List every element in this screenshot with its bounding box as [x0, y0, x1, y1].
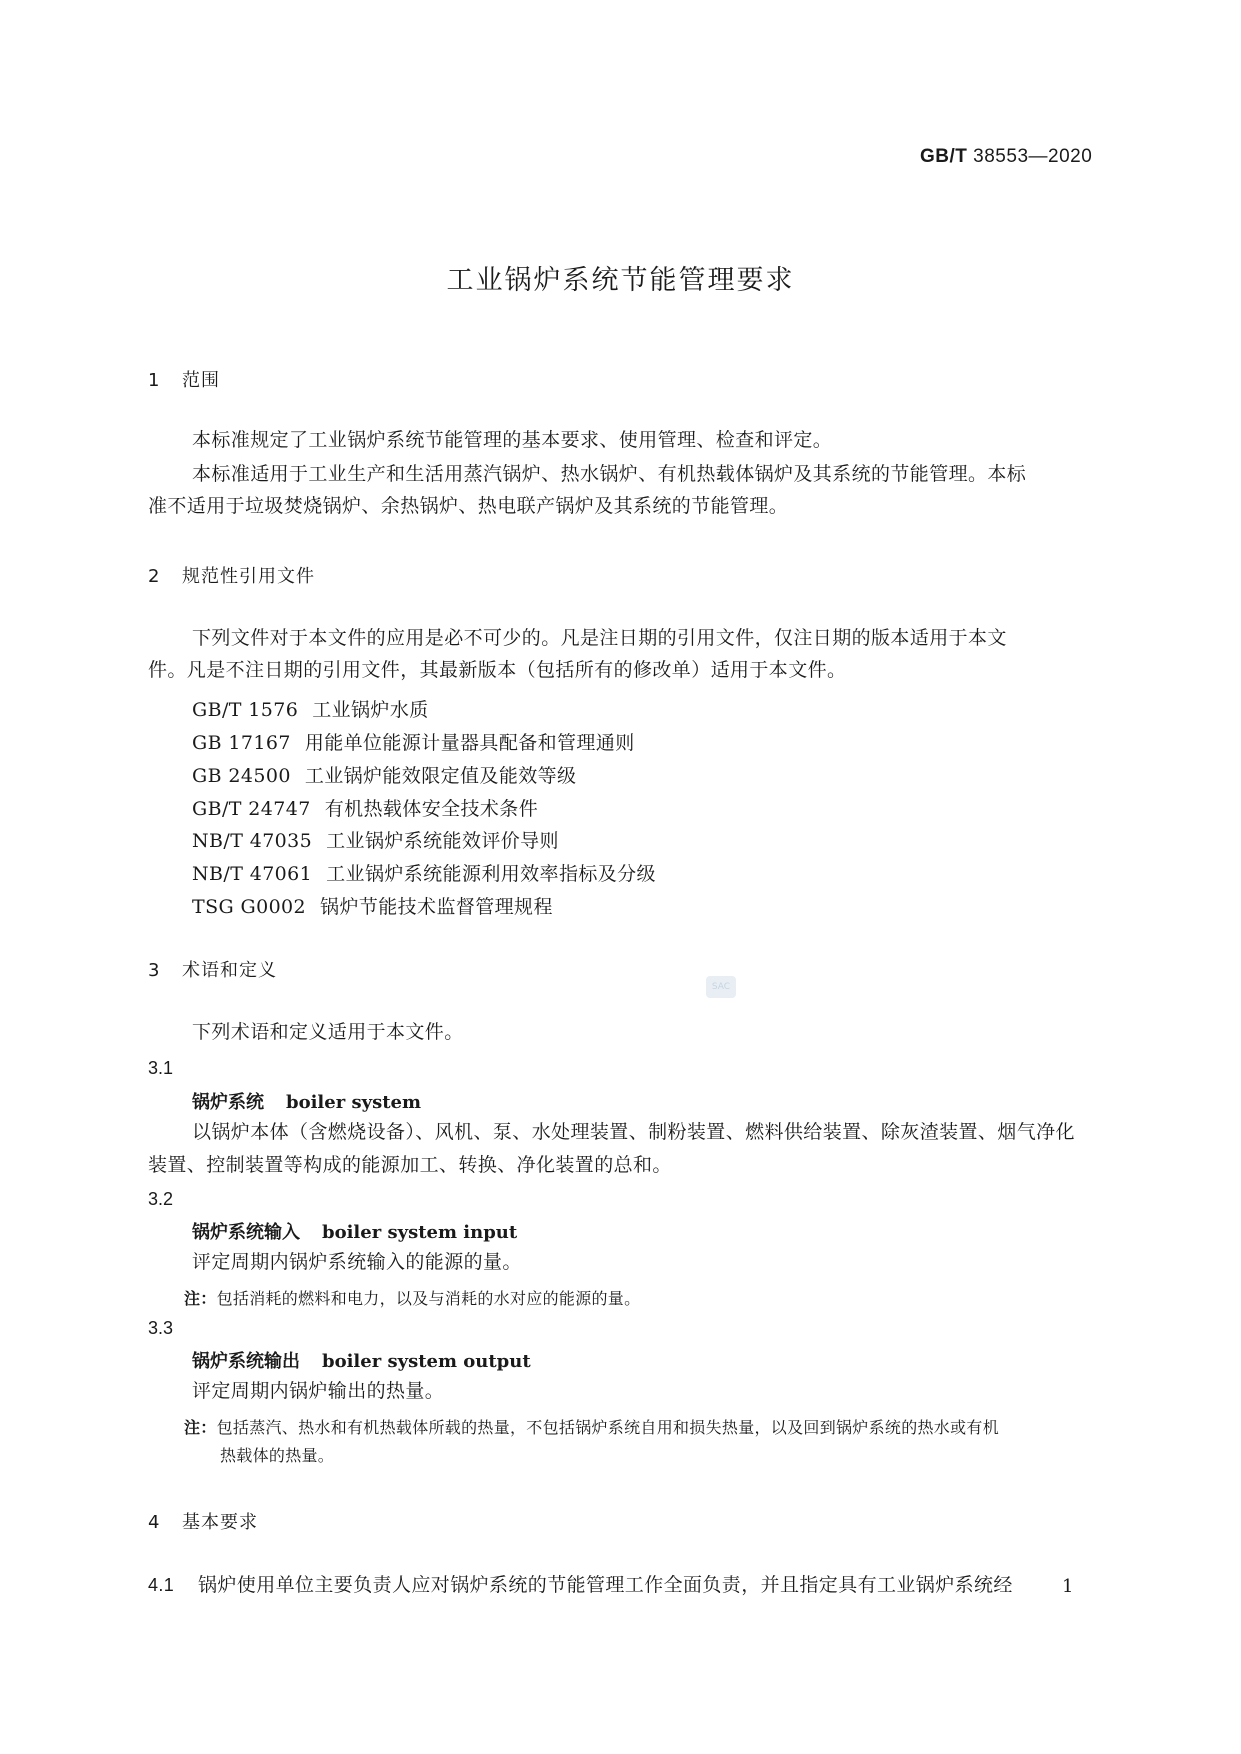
note-text: 包括蒸汽、热水和有机热载体所载的热量，不包括锅炉系统自用和损失热量，以及回到锅炉系统的热水或有机	[216, 1418, 1000, 1437]
reference-item	[192, 826, 559, 853]
reference-code: NB/T 47035	[192, 830, 313, 852]
term-3-3	[192, 1347, 531, 1373]
clause-4-1	[148, 1570, 1013, 1597]
term-3-1-definition-line-2: 装置、控制装置等构成的能源加工、转换、净化装置的总和。	[148, 1154, 672, 1176]
section-1-number: 1	[148, 370, 161, 391]
section-1-paragraph-2-line-2: 准不适用于垃圾焚烧锅炉、余热锅炉、热电联产锅炉及其系统的节能管理。	[148, 495, 789, 517]
page-number: 1	[1062, 1576, 1074, 1597]
term-3-2	[192, 1218, 517, 1244]
section-4-heading	[148, 1508, 258, 1534]
term-3-3-zh: 锅炉系统输出	[192, 1351, 300, 1372]
reference-title: 工业锅炉系统能效评价导则	[326, 830, 559, 852]
section-3-heading	[148, 956, 277, 982]
section-2-title: 规范性引用文件	[182, 566, 315, 587]
sac-watermark-logo: SAC	[706, 976, 736, 998]
term-3-1-definition-line-1: 以锅炉本体（含燃烧设备）、风机、泵、水处理装置、制粉装置、燃料供给装置、除灰渣装置、烟气净化	[192, 1121, 1075, 1143]
reference-code: GB/T 1576	[192, 699, 299, 721]
reference-code: TSG G0002	[192, 896, 307, 918]
note-label: 注：	[184, 1418, 217, 1437]
reference-item	[192, 695, 429, 722]
reference-item	[192, 728, 635, 755]
section-2-number: 2	[148, 566, 161, 587]
term-3-2-number: 3.2	[148, 1189, 174, 1209]
standard-code-number: 38553—2020	[973, 146, 1093, 167]
section-2-paragraph-line-2: 件。凡是不注日期的引用文件，其最新版本（包括所有的修改单）适用于本文件。	[148, 659, 847, 681]
term-3-2-note	[184, 1286, 640, 1309]
reference-code: GB 24500	[192, 765, 291, 787]
note-label: 注：	[184, 1289, 217, 1308]
section-3-intro: 下列术语和定义适用于本文件。	[192, 1021, 464, 1043]
reference-title: 有机热载体安全技术条件	[324, 798, 539, 820]
term-3-3-note-line-1	[184, 1415, 999, 1438]
section-1-heading	[148, 366, 220, 392]
term-3-1-number: 3.1	[148, 1058, 174, 1078]
term-3-2-zh: 锅炉系统输入	[192, 1222, 300, 1243]
reference-title: 工业锅炉系统能源利用效率指标及分级	[326, 863, 656, 885]
note-text: 包括消耗的燃料和电力，以及与消耗的水对应的能源的量。	[216, 1289, 641, 1308]
reference-item	[192, 794, 538, 821]
document-title: 工业锅炉系统节能管理要求	[446, 265, 795, 296]
term-3-1-zh: 锅炉系统	[192, 1092, 264, 1113]
section-2-heading	[148, 562, 315, 588]
term-3-2-en: boiler system input	[322, 1222, 518, 1243]
term-3-3-en: boiler system output	[322, 1351, 531, 1372]
section-1-paragraph-2-line-1: 本标准适用于工业生产和生活用蒸汽锅炉、热水锅炉、有机热载体锅炉及其系统的节能管理。本标	[192, 463, 1027, 485]
section-3-number: 3	[148, 960, 161, 981]
reference-title: 工业锅炉能效限定值及能效等级	[304, 765, 577, 787]
reference-item	[192, 892, 553, 919]
section-2-paragraph-line-1: 下列文件对于本文件的应用是必不可少的。凡是注日期的引用文件，仅注日期的版本适用于本文	[192, 627, 1007, 649]
reference-code: GB 17167	[192, 732, 291, 754]
reference-title: 工业锅炉水质	[312, 699, 429, 721]
standard-code-prefix: GB/T	[920, 146, 968, 167]
reference-title: 用能单位能源计量器具配备和管理通则	[304, 732, 635, 754]
section-4-title: 基本要求	[182, 1512, 258, 1533]
reference-item	[192, 859, 656, 886]
term-3-3-definition: 评定周期内锅炉输出的热量。	[192, 1380, 445, 1402]
reference-item	[192, 761, 576, 788]
term-3-2-definition: 评定周期内锅炉系统输入的能源的量。	[192, 1251, 522, 1273]
term-3-3-note-line-2: 热载体的热量。	[220, 1446, 335, 1465]
term-3-1	[192, 1088, 421, 1114]
standard-code	[920, 146, 1092, 168]
clause-4-1-text: 锅炉使用单位主要负责人应对锅炉系统的节能管理工作全面负责，并且指定具有工业锅炉系统经	[198, 1574, 1013, 1596]
reference-code: GB/T 24747	[192, 798, 311, 820]
section-4-number: 4	[148, 1512, 161, 1533]
term-3-1-en: boiler system	[286, 1092, 422, 1113]
section-3-title: 术语和定义	[182, 960, 277, 981]
clause-4-1-number: 4.1	[148, 1575, 175, 1595]
reference-code: NB/T 47061	[192, 863, 313, 885]
term-3-3-number: 3.3	[148, 1318, 174, 1338]
section-1-title: 范围	[182, 370, 220, 391]
section-1-paragraph-1: 本标准规定了工业锅炉系统节能管理的基本要求、使用管理、检查和评定。	[192, 429, 833, 451]
reference-title: 锅炉节能技术监督管理规程	[320, 896, 553, 918]
